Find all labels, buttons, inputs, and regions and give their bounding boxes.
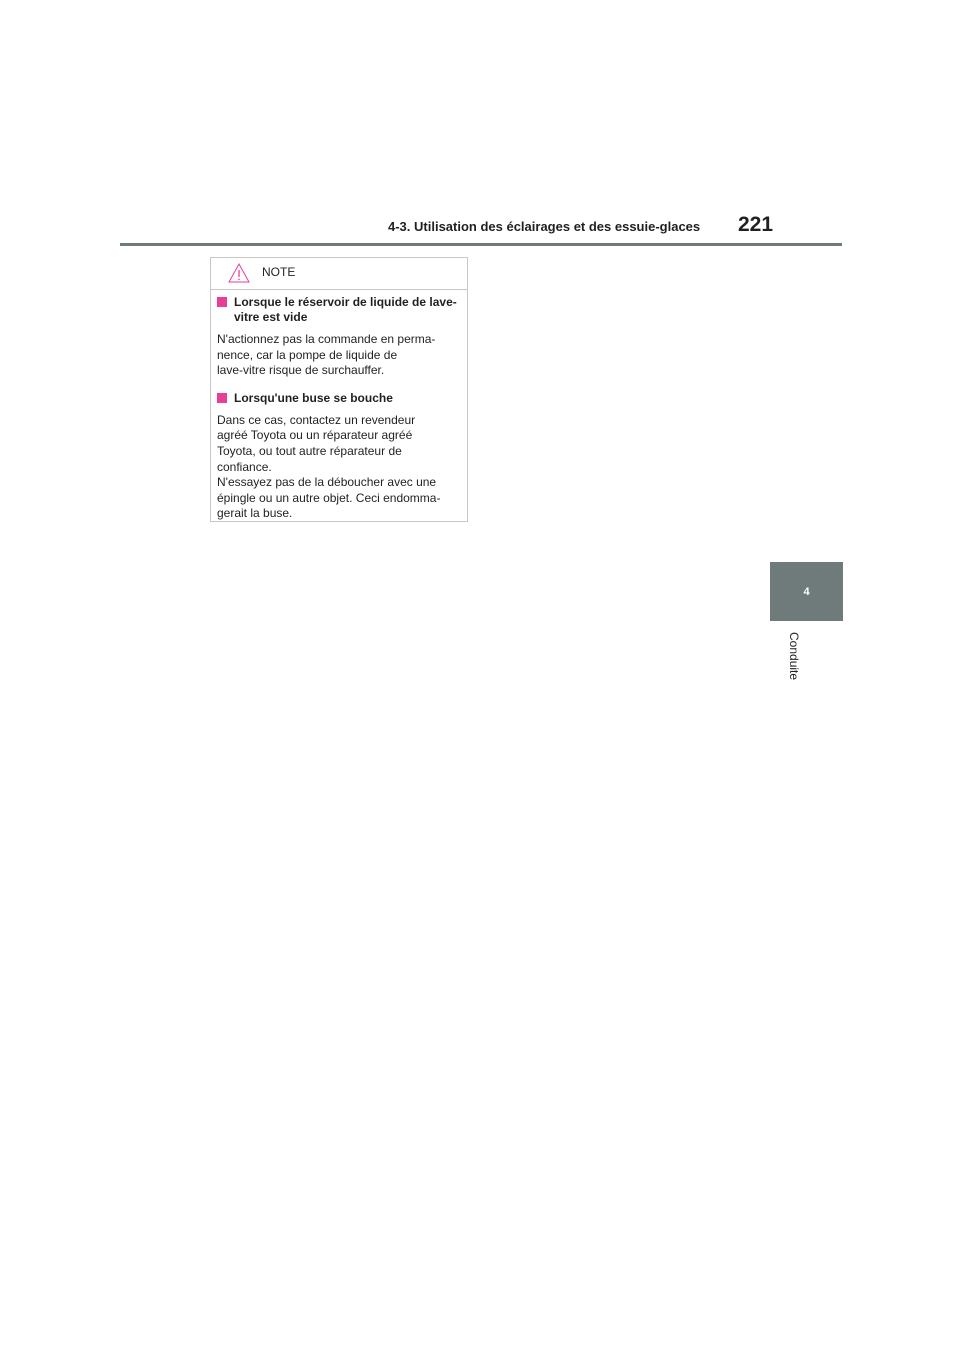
- section-text-empty-reservoir: N'actionnez pas la commande en perma- nence, car la pompe de liquide de lave-vitre risque de surchauffer.: [217, 332, 436, 378]
- square-bullet-icon: [217, 393, 227, 403]
- chapter-number: 4: [803, 585, 810, 598]
- chapter-tab: [770, 562, 843, 621]
- note-header: [211, 258, 467, 290]
- note-box: [210, 257, 468, 522]
- section-heading-clogged-nozzle: Lorsqu'une buse se bouche: [217, 391, 461, 406]
- note-label: NOTE: [262, 265, 296, 279]
- chapter-label: Conduite: [787, 632, 801, 681]
- note-body: [211, 290, 467, 522]
- warning-triangle-icon: [228, 263, 250, 283]
- section-text-clogged-nozzle: Dans ce cas, contactez un revendeur agréé Toyota ou un réparateur agréé Toyota, ou tout autre réparateur de confiance. N'essayez pas de la déboucher avec une épingle ou un autre objet. Ceci endomma- gerait la buse.: [217, 412, 441, 521]
- square-bullet-icon: [217, 297, 227, 307]
- section-heading-empty-reservoir: Lorsque le réservoir de liquide de lave-vitre est vide: [217, 295, 461, 325]
- running-header-title: 4-3. Utilisation des éclairages et des essuie-glaces: [388, 219, 701, 234]
- header-rule: [120, 243, 842, 246]
- page-number: 221: [738, 213, 774, 236]
